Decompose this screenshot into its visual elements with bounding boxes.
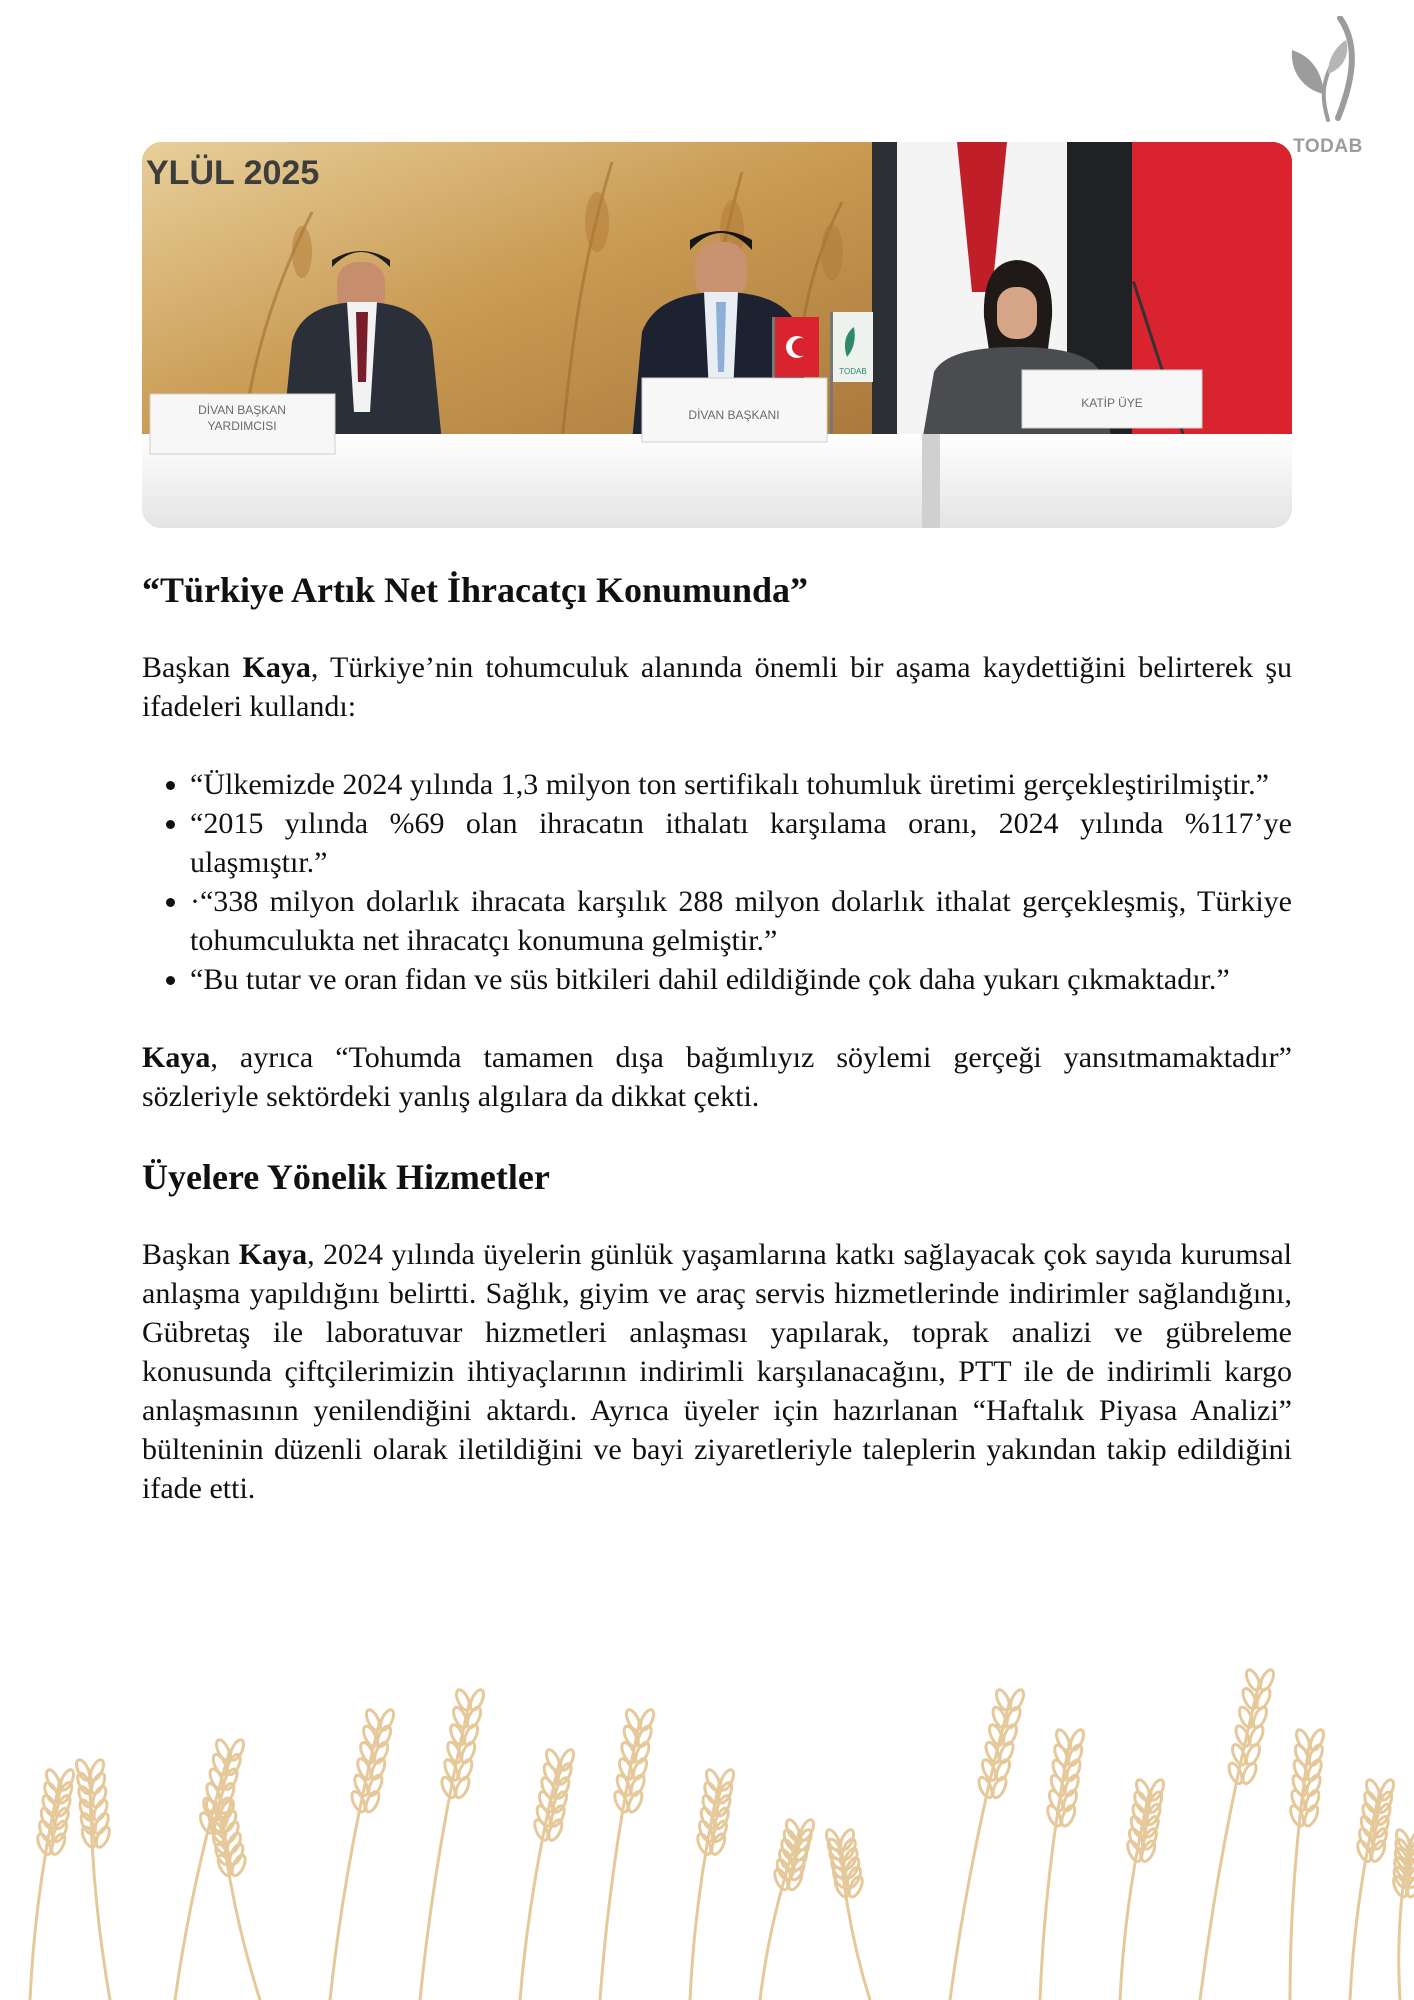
section-heading: Üyelere Yönelik Hizmetler (142, 1157, 550, 1197)
panel-photo-illustration (142, 142, 1292, 528)
desk-flag-logo-text: TODAB (839, 367, 867, 376)
nameplate-label: KATİP ÜYE (1081, 396, 1143, 410)
section-heading: “Türkiye Artık Net İhracatçı Konumunda” (142, 570, 809, 610)
services-paragraph (142, 1235, 1292, 1508)
list-item: • “Bu tutar ve oran fidan ve süs bitkileri dahil edildiğinde çok daha yukarı çıkmaktadır.” (190, 960, 1292, 999)
speaker-name: Kaya (242, 651, 311, 684)
todab-logo (1282, 16, 1374, 158)
quote-list (142, 765, 1292, 999)
text-span: , 2024 yılında üyelerin günlük yaşamlarına katkı sağlayacak çok sayıda kurumsal anlaşma yapıldığını belirtti. Sağlık, giyim ve araç servis hizmetlerinde indirimler sağlandığını, Gübretaş ile laboratuvar hizmetleri anlaşması yapılarak, toprak analizi ve gübreleme konusunda çiftçilerimizin ihtiyaçlarının indirimli karşılanacağını, PTT ile de indirimli kargo anlaşmasının yenilendiğini aktardı. Ayrıca üyeler için hazırlanan “Haftalık Piyasa Analizi” bülteninin düzenli olarak iletildiğini ve bayi ziyaretleriyle taleplerin yakından takip edildiğini ifade etti. (142, 1238, 1292, 1505)
text-span: , Türkiye’nin tohumculuk alanında önemli bir aşama kaydettiğini belirterek şu ifadeleri kullandı: (142, 651, 1292, 723)
list-item: • “2015 yılında %69 olan ihracatın ithalatı karşılama oranı, 2024 yılında %117’ye ulaşmıştır.” (190, 804, 1292, 882)
nameplate-divan-baskani (642, 378, 827, 442)
speaker-name: Kaya (238, 1238, 308, 1271)
list-item: • “Ülkemizde 2024 yılında 1,3 milyon ton sertifikalı tohumluk üretimi gerçekleştirilmiştir.” (190, 765, 1292, 804)
text-span: Başkan (142, 651, 243, 684)
list-item: • ·“338 milyon dolarlık ihracata karşılık 288 milyon dolarlık ithalat gerçekleşmiş, Türkiye tohumculukta net ihracatçı konumuna gelmiştir.” (190, 882, 1292, 960)
closing-paragraph (142, 1038, 1292, 1116)
nameplate-label: DİVAN BAŞKANI (688, 408, 780, 422)
leaf-logo-icon (1288, 16, 1368, 134)
logo-text: TODAB (1293, 136, 1363, 157)
text-span: , ayrıca “Tohumda tamamen dışa bağımlıyız söylemi gerçeği yansıtmamaktadır” sözleriyle sektördeki yanlış algılara da dikkat çekti. (142, 1041, 1292, 1113)
nameplate-label: DİVAN BAŞKAN YARDIMCISI (198, 403, 286, 433)
intro-paragraph (142, 648, 1292, 726)
wheat-decoration (0, 1660, 1414, 2000)
speaker-name: Kaya (142, 1041, 211, 1074)
banner-text: YLÜL 2025 (146, 154, 320, 192)
nameplate-divan-baskan-yardimcisi (150, 394, 335, 454)
article-body (142, 568, 1292, 1508)
text-span: Başkan (142, 1238, 239, 1271)
event-photo (142, 142, 1292, 528)
nameplate-katip-uye (1022, 370, 1202, 428)
